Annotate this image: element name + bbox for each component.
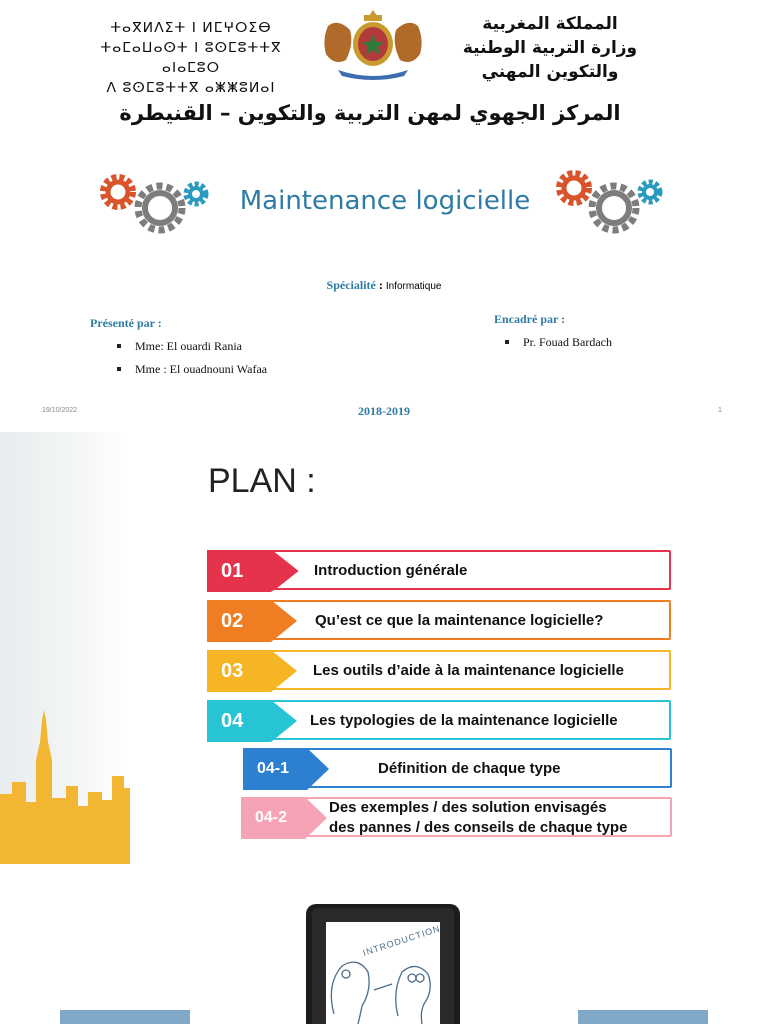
list-item: Pr. Fouad Bardach bbox=[503, 335, 612, 358]
list-item: Mme: El ouardi Rania bbox=[115, 339, 267, 362]
plan-item-label: Définition de chaque type bbox=[378, 760, 561, 777]
speciality-separator: : bbox=[375, 278, 386, 292]
plan-item-03 bbox=[207, 650, 671, 692]
plan-item-label: Introduction générale bbox=[314, 562, 468, 579]
decorative-bar bbox=[60, 1010, 190, 1024]
plan-slide bbox=[0, 432, 768, 864]
speciality-label: Spécialité bbox=[326, 278, 376, 292]
decorative-bar bbox=[578, 1010, 708, 1024]
tifinagh-line: ⴷ ⵓⵙⵎⵓⵜⵜⴳ ⴰⵥⵥⵓⵍⴰⵏ bbox=[106, 80, 276, 96]
list-item: Mme : El ouadnouni Wafaa bbox=[115, 362, 267, 385]
presentation-title: Maintenance logicielle bbox=[239, 186, 531, 216]
slide-date: 19/10/2022 bbox=[42, 407, 78, 414]
plan-item-number: 04-2 bbox=[255, 809, 288, 826]
tifinagh-line: ⵜⴰⴳⵍⴷⵉⵜ ⵏ ⵍⵎⵖⵔⵉⴱ bbox=[110, 20, 272, 36]
arabic-line: المملكة المغربية bbox=[482, 14, 618, 34]
presenters-list bbox=[115, 339, 267, 385]
plan-item-04 bbox=[207, 700, 671, 742]
supervised-by-label: Encadré par : bbox=[494, 312, 566, 326]
plan-item-number: 04 bbox=[221, 710, 244, 732]
speciality-line bbox=[0, 278, 768, 293]
tifinagh-line: ⵜⴰⵎⴰⵡⴰⵙⵜ ⵏ ⵓⵙⵎⵓⵜⵜⴳ ⴰⵏⴰⵎⵓⵔ bbox=[100, 40, 282, 76]
plan-item-number: 01 bbox=[221, 560, 244, 582]
plan-item-number: 03 bbox=[221, 660, 244, 682]
tifinagh-header bbox=[96, 18, 286, 98]
plan-item-label: Les outils d’aide à la maintenance logicielle bbox=[313, 662, 624, 679]
city-skyline-illustration bbox=[0, 702, 130, 864]
plan-item-label-line1: Des exemples / des solution envisagés bbox=[329, 799, 607, 816]
academic-year: 2018-2019 bbox=[358, 404, 410, 418]
tablet-illustration bbox=[306, 904, 460, 1024]
supervisors-list bbox=[503, 335, 612, 358]
presented-by-label: Présenté par : bbox=[90, 316, 162, 330]
introduction-slide bbox=[0, 868, 768, 1024]
arabic-line: والتكوين المهني bbox=[481, 62, 619, 82]
moroccan-coat-of-arms-emblem bbox=[318, 6, 428, 80]
arabic-center-name: المركز الجهوي لمهن التربية والتكوين – القنيطرة bbox=[119, 101, 621, 125]
page-number: 1 bbox=[718, 407, 722, 414]
title-slide bbox=[0, 0, 768, 428]
gears-icon bbox=[552, 166, 670, 242]
speciality-value: Informatique bbox=[385, 281, 442, 292]
plan-item-label: Les typologies de la maintenance logicielle bbox=[310, 712, 618, 729]
tablet-caption: INTRODUCTION bbox=[361, 923, 442, 958]
plan-item-01 bbox=[207, 550, 671, 592]
plan-item-number: 02 bbox=[221, 610, 244, 632]
plan-item-04-2 bbox=[241, 797, 672, 839]
plan-title: PLAN : bbox=[208, 462, 316, 500]
plan-item-02 bbox=[207, 600, 671, 642]
plan-item-04-1 bbox=[243, 748, 672, 790]
gears-icon bbox=[98, 168, 216, 244]
plan-item-number: 04-1 bbox=[257, 760, 290, 777]
arabic-kingdom-header bbox=[440, 12, 660, 84]
plan-item-label: Qu’est ce que la maintenance logicielle? bbox=[315, 612, 604, 629]
arabic-line: وزارة التربية الوطنية bbox=[462, 38, 638, 58]
plan-item-label-line2: des pannes / des conseils de chaque type bbox=[329, 819, 628, 836]
